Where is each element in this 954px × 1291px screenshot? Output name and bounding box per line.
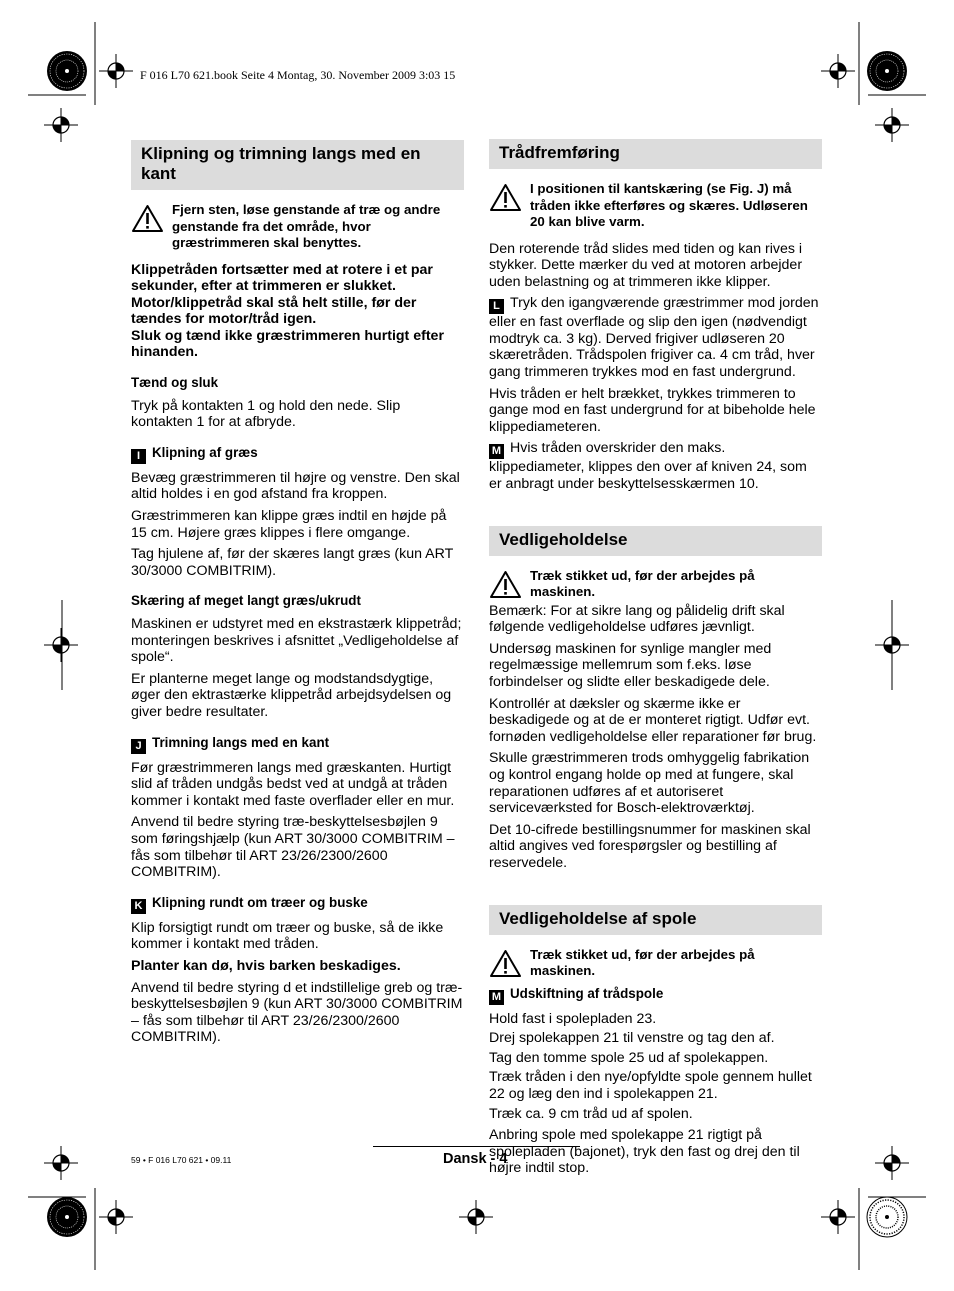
warning-triangle-icon: [489, 183, 522, 212]
paragraph: Træk ca. 9 cm tråd ud af spolen.: [489, 1105, 693, 1122]
book-meta-line: F 016 L70 621.book Seite 4 Montag, 30. November 2009 3:03 15: [140, 68, 456, 82]
subheading-text: Udskiftning af trådspole: [510, 985, 664, 1001]
warning-block: [131, 202, 464, 252]
warning-triangle-icon: [489, 570, 522, 599]
left-column: [131, 140, 464, 1051]
footer-code: 59 • F 016 L70 621 • 09.11: [131, 1155, 232, 1165]
warning-text: Træk stikket ud, før der arbejdes på maskinen.: [530, 946, 755, 979]
footer-rule: [373, 1146, 580, 1147]
subheading-trees: [131, 895, 464, 914]
paragraph: Hvis tråden er helt brækket, trykkes trimmeren to gange mod en fast undergrund for at bibeholde hele klippediameteren.: [489, 385, 816, 435]
bold-paragraph: Klippetråden fortsætter med at rotere i et par sekunder, efter at trimmeren er slukket. Motor/klippetråd skal stå helt stille, før der tændes for motor/tråd igen.: [131, 261, 433, 328]
subheading-edge: [131, 735, 464, 754]
subheading-long-grass: Skæring af meget langt græs/ukrudt: [131, 593, 361, 609]
paragraph: Anvend til bedre styring d et indstillelige greb og træ-beskyttelsesbøjlen 9 (kun ART 30/3000 COMBITRIM – fås som tilbehør til ART 23/26/2300/2600 COMBITRIM).: [131, 979, 463, 1046]
paragraph: Anbring spole med spolekappe 21 rigtigt på spolepladen (bajonet), tryk den fast og drej den til højre indtil stop.: [489, 1127, 800, 1177]
paragraph: Undersøg maskinen for synlige mangler med regelmæssige mellemrum som f.eks. løse forbindelser og slidte eller beskadigede dele.: [489, 640, 772, 690]
section-heading-trimming: Klipning og trimning langs med en kant: [131, 140, 464, 190]
subheading-text: Trimning langs med en kant: [152, 734, 330, 750]
right-column: [489, 139, 822, 1182]
paragraph: Tag den tomme spole 25 ud af spolekappen.: [489, 1049, 769, 1066]
figure-letter-badge: M: [489, 990, 504, 1005]
paragraph: [489, 440, 822, 492]
paragraph: Drej spolekappen 21 til venstre og tag den af.: [489, 1030, 775, 1047]
paragraph: Tag hjulene af, før der skæres langt græs (kun ART 30/3000 COMBITRIM).: [131, 546, 453, 579]
warning-text: Træk stikket ud, før der arbejdes på maskinen.: [530, 567, 755, 600]
bold-paragraph: Sluk og tænd ikke græstrimmeren hurtigt efter hinanden.: [131, 327, 444, 361]
paragraph: Træk tråden i den nye/opfyldte spole gennem hullet 22 og læg den ind i spolekappen 21.: [489, 1069, 812, 1102]
section-heading-spool: Vedligeholdelse af spole: [489, 905, 822, 935]
warning-triangle-icon: [131, 204, 164, 233]
paragraph: Bevæg græstrimmeren til højre og venstre. Den skal altid holdes i en god afstand fra kroppen.: [131, 469, 460, 503]
page-label: Dansk - 4: [443, 1151, 508, 1167]
warning-block: [489, 181, 822, 231]
subheading-grass: [131, 445, 464, 464]
paragraph-text: Hvis tråden overskrider den maks. klippediameter, klippes den over af kniven 24, som er anbragt under beskyttelsesskærmen 10.: [489, 440, 807, 493]
figure-letter-badge: I: [131, 449, 146, 464]
warning-block: [489, 947, 822, 980]
figure-letter-badge: M: [489, 444, 504, 459]
bold-paragraph: Planter kan dø, hvis barken beskadiges.: [131, 957, 401, 974]
paragraph: Før græstrimmeren langs med græskanten. Hurtigt slid af tråden undgås bedst ved at undgå at tråden kommer i kontakt med faste overflader eller en mur.: [131, 759, 455, 809]
warning-triangle-icon: [489, 949, 522, 978]
subheading-text: Klipning rundt om træer og buske: [152, 894, 368, 910]
paragraph: Græstrimmeren kan klippe græs indtil en højde på 15 cm. Højere græs klippes i flere omgange.: [131, 508, 447, 541]
paragraph: Det 10-cifrede bestillingsnummer for maskinen skal altid angives ved forespørgsler og bestilling af reservedele.: [489, 821, 811, 871]
paragraph: Bemærk: For at sikre lang og pålidelig drift skal følgende vedligeholdelse udføres jævnligt.: [489, 602, 785, 636]
figure-letter-badge: J: [131, 739, 146, 754]
subheading-text: Klipning af græs: [152, 444, 258, 460]
paragraph: Tryk på kontakten 1 og hold den nede. Slip kontakten 1 for at afbryde.: [131, 397, 401, 431]
paragraph: Er planterne meget lange og modstandsdygtige, øger den ektrastærke klippetråd arbejdsydelsen og giver bedre resultater.: [131, 670, 452, 720]
paragraph: Kontrollér at dæksler og skærme ikke er beskadigede og at de er monteret rigtigt. Udfør evt. fornøden vedligeholdelse eller reparationer før brug.: [489, 695, 817, 745]
subheading-spool-replace: [489, 986, 822, 1005]
paragraph: Hold fast i spolepladen 23.: [489, 1010, 657, 1027]
figure-letter-badge: K: [131, 899, 146, 914]
section-heading-maintenance: Vedligeholdelse: [489, 526, 822, 556]
paragraph: [489, 295, 822, 380]
paragraph: Maskinen er udstyret med en ekstrastærk klippetråd; monteringen beskrives i afsnittet „Vedligeholdelse af spole“.: [131, 616, 462, 666]
warning-block: [489, 568, 822, 601]
figure-letter-badge: L: [489, 299, 504, 314]
section-heading-thread-feed: Trådfremføring: [489, 139, 822, 169]
paragraph: Anvend til bedre styring træ-beskyttelsesbøjlen 9 som føringshjælp (kun ART 30/3000 COMBITRIM – fås som tilbehør til ART 23/26/2300/2600 COMBITRIM).: [131, 814, 455, 881]
paragraph-text: Tryk den igangværende græstrimmer mod jorden eller en fast overflade og slip den igen (nødvendigt modtryk ca. 3 kg). Derved frigiver udløseren 20 skæretråden. Trådspolen frigiver ca. 4 cm tråd, hver gang trimmeren trykkes mod en fast undergrund.: [489, 295, 819, 381]
paragraph: Skulle græstrimmeren trods omhyggelig fabrikation og kontrol engang holde op med at fungere, skal reparationen udføres af et autoriseret serviceværksted for Bosch-elektroværktøj.: [489, 750, 810, 817]
subheading-onoff: Tænd og sluk: [131, 375, 219, 391]
warning-text: Fjern sten, løse genstande af træ og andre genstande fra det område, hvor græstrimmeren skal benyttes.: [172, 202, 441, 250]
paragraph: Den roterende tråd slides med tiden og kan rives i stykker. Dette mærker du ved at motoren arbejder uden belastning og at trimmeren ikke klipper.: [489, 240, 803, 290]
paragraph: Klip forsigtigt rundt om træer og buske, så de ikke kommer i kontakt med tråden.: [131, 919, 444, 953]
warning-text: I positionen til kantskæring (se Fig. J) må tråden ikke efterføres og skæres. Udløseren 20 kan blive varm.: [530, 181, 808, 229]
